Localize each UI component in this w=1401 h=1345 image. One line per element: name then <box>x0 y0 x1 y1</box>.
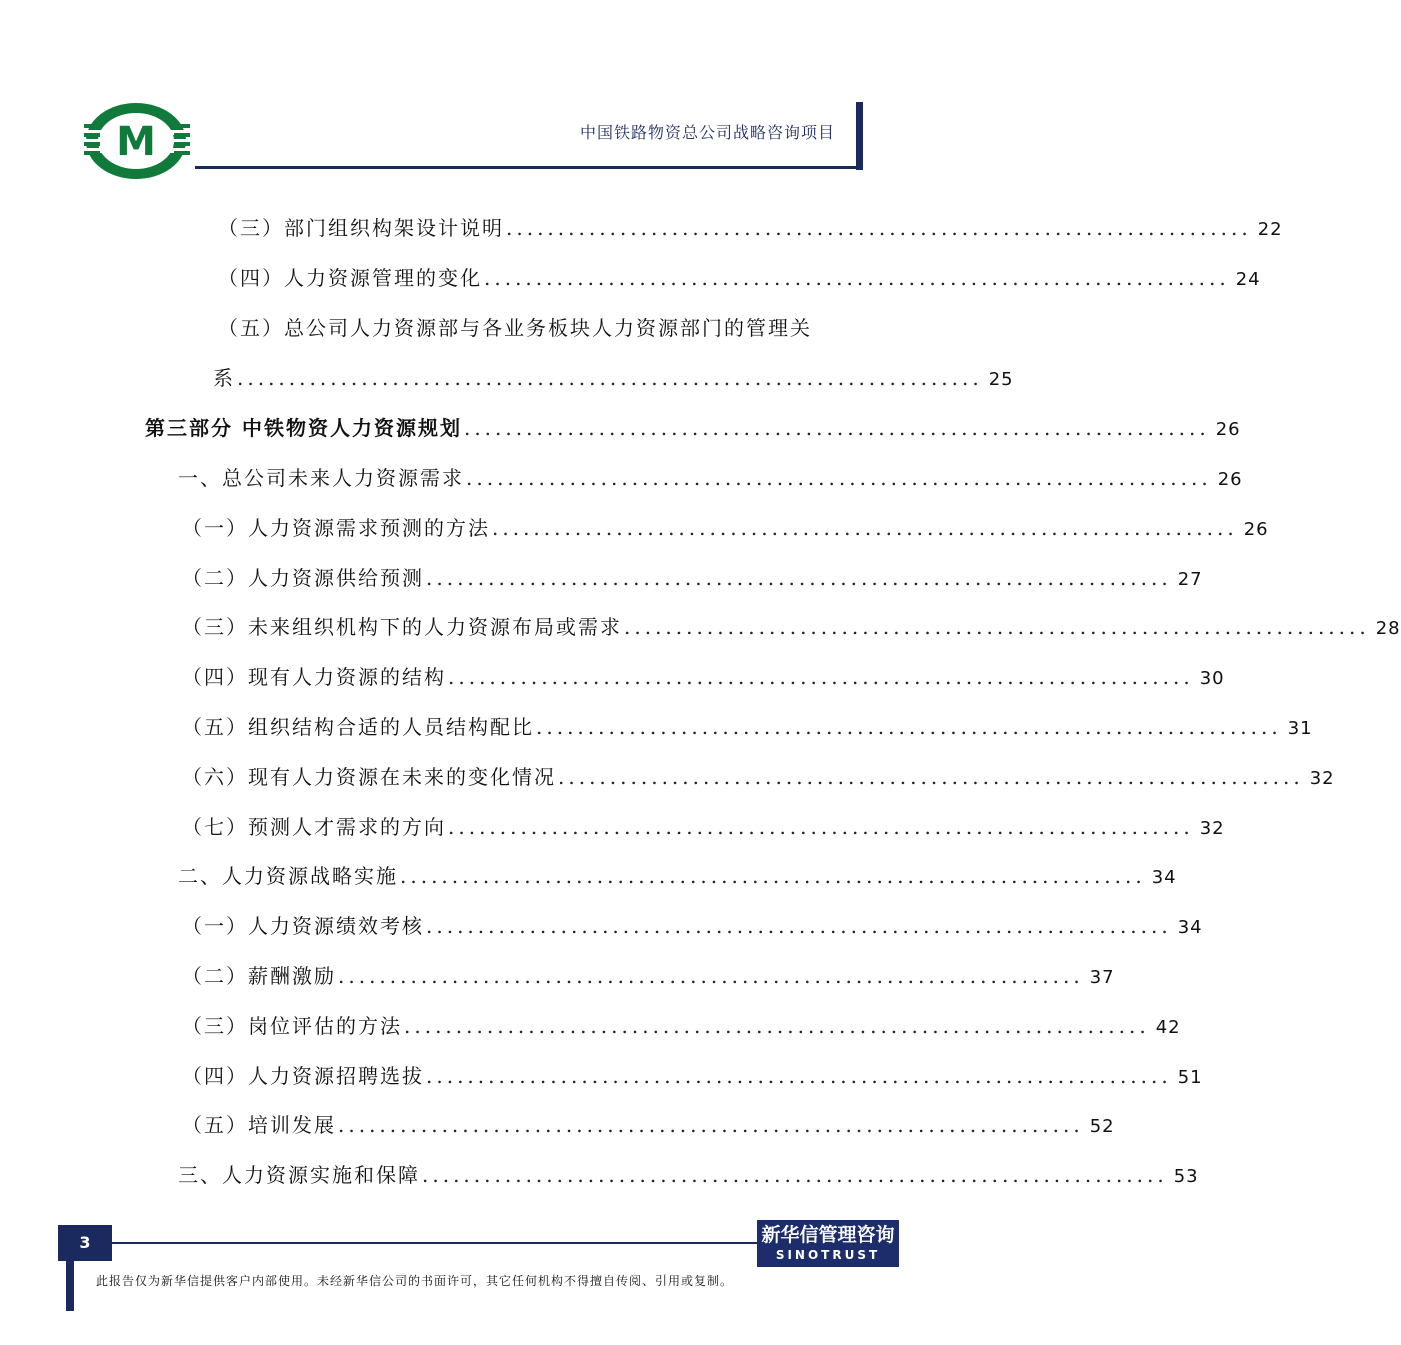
toc-entry[interactable]: （四）人力资源管理的变化 ........................................................................ 24 <box>218 263 806 293</box>
toc-entry[interactable]: （五）总公司人力资源部与各业务板块人力资源部门的管理关 <box>218 316 812 340</box>
toc-entry[interactable]: （一）人力资源需求预测的方法 ........................................................................ 26 <box>182 513 806 543</box>
toc-entry[interactable]: （四）人力资源招聘选拔 ........................................................................ 51 <box>182 1061 806 1091</box>
document-title: 中国铁路物资总公司战略咨询项目 <box>579 123 835 142</box>
confidentiality-note: 此报告仅为新华信提供客户内部使用。未经新华信公司的书面许可，其它任何机构不得擅自传阅、引用或复制。 <box>96 1274 734 1288</box>
leader-dots: ........................................................................ <box>463 416 1210 440</box>
toc-entry[interactable]: （二）薪酬激励 ........................................................................ 37 <box>182 961 806 991</box>
toc-entry[interactable]: （三）未来组织机构下的人力资源布局或需求 ........................................................................ 28 <box>182 612 806 642</box>
footer-accent-bar <box>66 1261 74 1311</box>
footer-divider <box>112 1242 757 1244</box>
brand-logo <box>757 1220 899 1267</box>
leader-dots: ........................................................................ <box>624 615 1370 639</box>
toc-entry[interactable]: （六）现有人力资源在未来的变化情况 ........................................................................ 32 <box>182 762 806 792</box>
leader-dots: ........................................................................ <box>338 964 1084 988</box>
brand-name-cn: 新华信管理咨询 <box>761 1224 895 1246</box>
leader-dots: ........................................................................ <box>448 665 1194 689</box>
toc-entry[interactable]: （四）现有人力资源的结构 ........................................................................ 30 <box>182 662 806 692</box>
toc-entry[interactable]: 二、人力资源战略实施 ........................................................................ 34 <box>178 861 806 891</box>
toc-entry[interactable]: 系 ........................................................................ 25 <box>213 363 806 393</box>
company-logo <box>84 100 190 182</box>
toc-entry[interactable]: （五）培训发展 ........................................................................ 52 <box>182 1110 806 1140</box>
toc-entry[interactable]: （三）岗位评估的方法 ........................................................................ 42 <box>182 1011 806 1041</box>
leader-dots: ........................................................................ <box>422 1163 1168 1187</box>
toc-part-entry[interactable]: 第三部分 中铁物资人力资源规划 ........................................................................ 26 <box>145 413 806 443</box>
toc-entry[interactable]: （七）预测人才需求的方向 ........................................................................ 32 <box>182 812 806 842</box>
leader-dots: ........................................................................ <box>426 566 1172 590</box>
leader-dots: ........................................................................ <box>237 366 983 390</box>
toc-entry[interactable]: 三、人力资源实施和保障 ........................................................................ 53 <box>178 1160 806 1190</box>
toc-entry[interactable]: （三）部门组织构架设计说明 ........................................................................ 22 <box>218 213 806 243</box>
leader-dots: ........................................................................ <box>400 864 1146 888</box>
header-accent-bar <box>856 102 863 170</box>
leader-dots: ........................................................................ <box>536 715 1282 739</box>
toc-entry[interactable]: （一）人力资源绩效考核 ........................................................................ 34 <box>182 911 806 941</box>
logo-letter: M <box>116 119 156 165</box>
header-divider <box>195 166 859 169</box>
leader-dots: ........................................................................ <box>492 516 1238 540</box>
toc-entry[interactable]: 一、总公司未来人力资源需求 ........................................................................ 26 <box>178 463 806 493</box>
leader-dots: ........................................................................ <box>404 1014 1150 1038</box>
leader-dots: ........................................................................ <box>338 1113 1084 1137</box>
toc-entry[interactable]: （二）人力资源供给预测 ........................................................................ 27 <box>182 563 806 593</box>
leader-dots: ........................................................................ <box>448 815 1194 839</box>
leader-dots: ........................................................................ <box>558 765 1304 789</box>
leader-dots: ........................................................................ <box>466 466 1212 490</box>
leader-dots: ........................................................................ <box>484 266 1230 290</box>
leader-dots: ........................................................................ <box>426 914 1172 938</box>
toc-entry[interactable]: （五）组织结构合适的人员结构配比 ........................................................................ 31 <box>182 712 806 742</box>
page-number: 3 <box>58 1225 112 1261</box>
leader-dots: ........................................................................ <box>506 216 1252 240</box>
brand-name-en: SINOTRUST <box>775 1248 881 1262</box>
leader-dots: ........................................................................ <box>426 1064 1172 1088</box>
